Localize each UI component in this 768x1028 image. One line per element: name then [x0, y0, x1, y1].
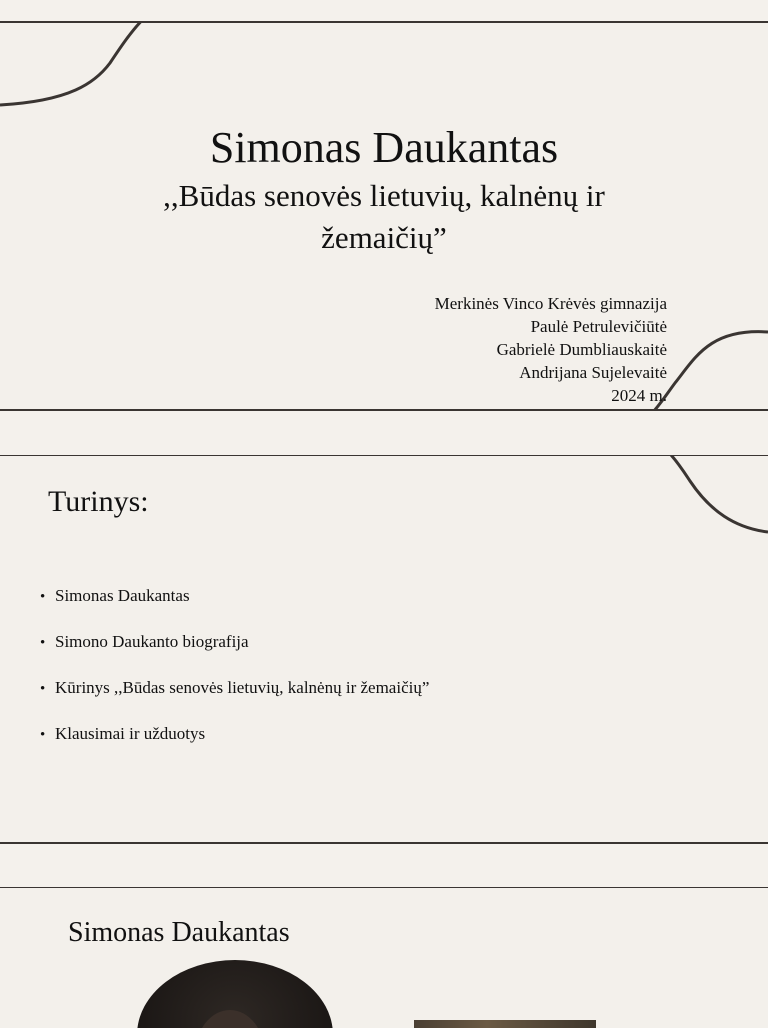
- list-item-label: Simono Daukanto biografija: [55, 632, 249, 651]
- author-block: [435, 292, 667, 407]
- contents-slide: [0, 456, 768, 843]
- portrait-face: [195, 1010, 265, 1028]
- author-name: Gabrielė Dumbliauskaitė: [496, 340, 667, 359]
- list-item-label: Klausimai ir užduotys: [55, 724, 206, 743]
- contents-heading: Turinys:: [48, 485, 149, 518]
- contents-list: [40, 580, 429, 764]
- slide-divider: [0, 409, 768, 411]
- list-item: [40, 626, 429, 672]
- list-item-label: Simonas Daukantas: [55, 586, 190, 605]
- list-item-label: Kūrinys ,,Būdas senovės lietuvių, kalnėnų ir žemaičių”: [55, 678, 430, 697]
- list-item: [40, 580, 429, 626]
- title-slide: [0, 23, 768, 410]
- bullet-icon: •: [40, 635, 46, 651]
- list-item: [40, 672, 429, 718]
- author-name: Andrijana Sujelevaitė: [519, 363, 667, 382]
- list-item: [40, 718, 429, 764]
- photo-image: [414, 1020, 596, 1028]
- section-heading: Simonas Daukantas: [68, 917, 290, 948]
- bullet-icon: •: [40, 681, 46, 697]
- bullet-icon: •: [40, 589, 46, 605]
- school-name: Merkinės Vinco Krėvės gimnazija: [434, 294, 667, 313]
- presentation-title: Simonas Daukantas: [209, 123, 559, 172]
- portrait-image: [137, 960, 333, 1028]
- portrait-slide: [0, 888, 768, 1028]
- presentation-subtitle: ,,Būdas senovės lietuvių, kalnėnų ir žemaičių”: [163, 178, 605, 255]
- bullet-icon: •: [40, 727, 46, 743]
- slide-divider: [0, 842, 768, 844]
- author-name: Paulė Petrulevičiūtė: [530, 317, 667, 336]
- presentation-year: 2024 m.: [611, 386, 667, 405]
